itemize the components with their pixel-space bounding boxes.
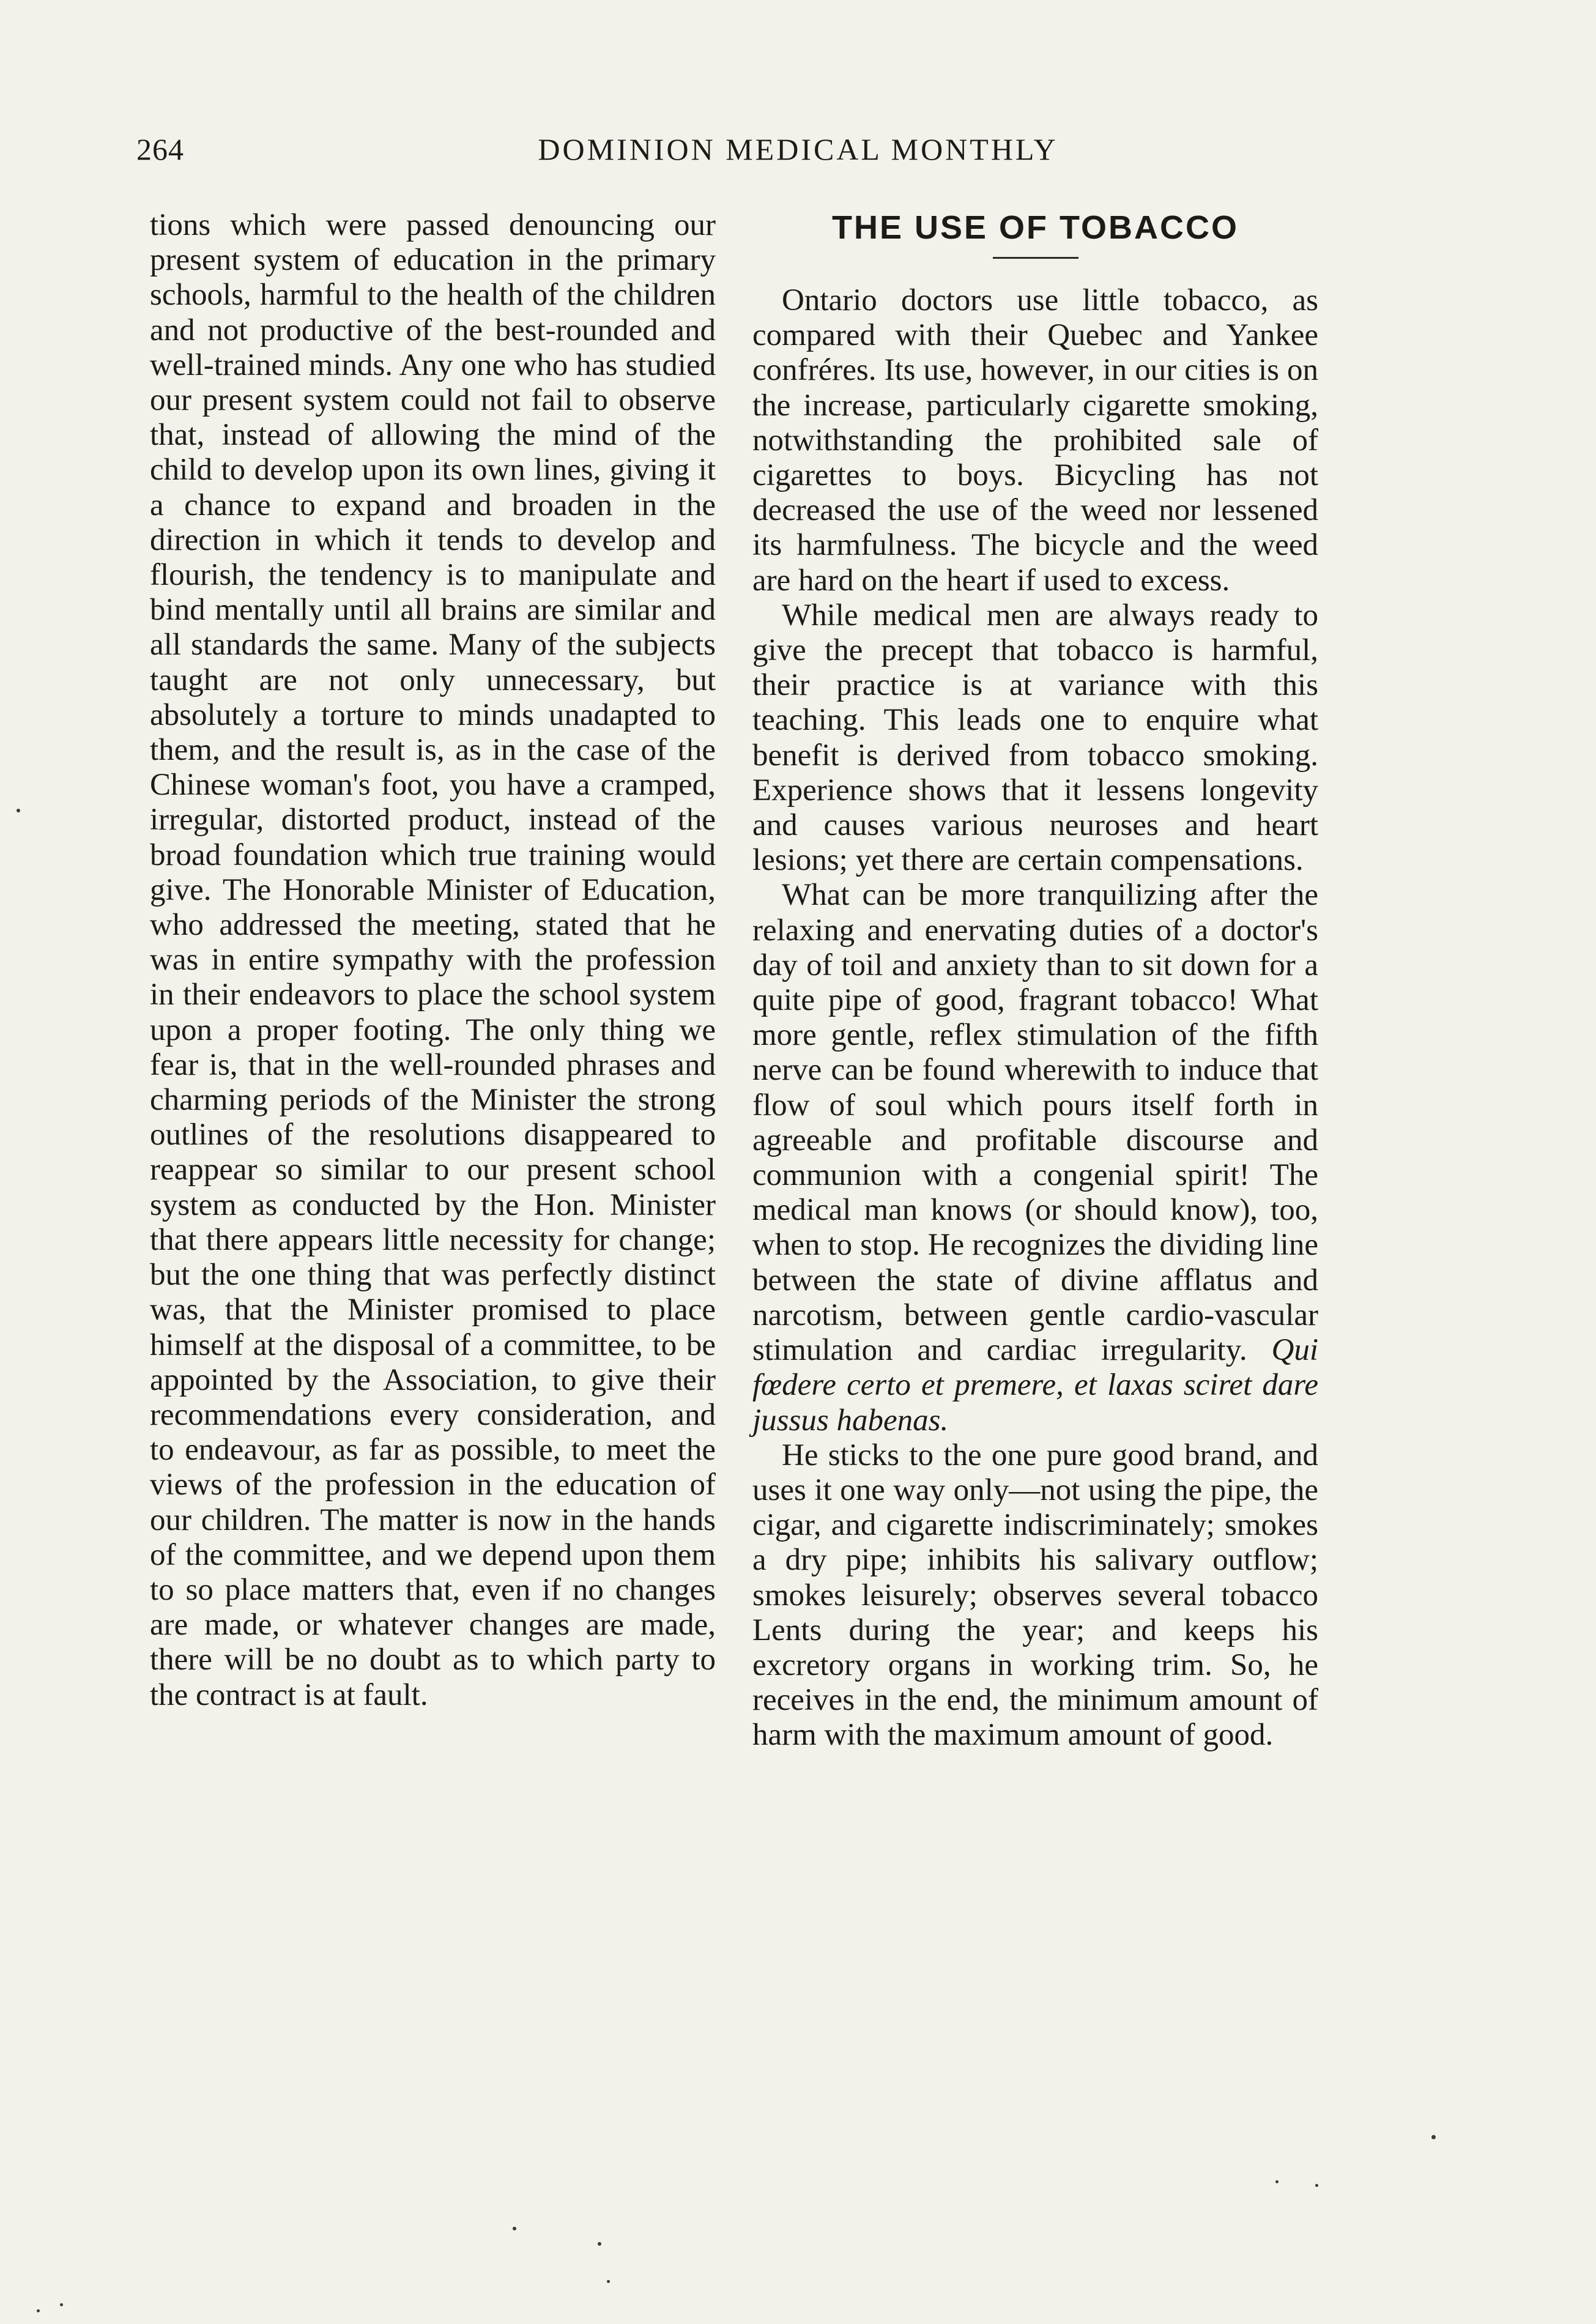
scan-speck — [1275, 2180, 1279, 2183]
right-paragraph-1: Ontario doctors use little tobacco, as compared with their Quebec and Yankee confréres. Its use, however, in our cities is on the increase, particularly cigarette smoking, notwithstanding the prohibited sale of cigarettes to boys. Bicycling has not decreased the use of the weed nor lessened its harmfulness. The bicycle and the weed are hard on the heart if used to excess. — [752, 283, 1318, 598]
scan-speck — [60, 2303, 63, 2306]
left-paragraph: tions which were passed denouncing our present system of education in the primary schools, harmful to the health of the children and not productive of the best-rounded and well-trained minds. Any one who has studied our present system could not fail to observe that, instead of allowing the mind of the child to develop upon its own lines, giving it a chance to expand and broaden in the direction in which it tends to develop and flourish, the tendency is to manipulate and bind mentally until all brains are similar and all standards the same. Many of the subjects taught are not only unnecessary, but absolutely a torture to minds unadapted to them, and the result is, as in the case of the Chinese woman's foot, you have a cramped, irregular, distorted product, instead of the broad foundation which true training would give. The Honorable Minister of Education, who addressed the meeting, stated that he was in entire sympathy with the profession in their endeavors to place the school system upon a proper footing. The only thing we fear is, that in the well-rounded phrases and charming periods of the Minister the strong outlines of the resolutions disappeared to reappear so similar to our present school system as conducted by the Hon. Minister that there appears little necessity for change; but the one thing that was perfectly distinct was, that the Minister promised to place himself at the disposal of a committee, to be appointed by the Association, to give their recommendations every consideration, and to endeavour, as far as possible, to meet the views of the profession in the education of our children. The matter is now in the hands of the committee, and we depend upon them to so place matters that, even if no changes are made, or whatever changes are made, there will be no doubt as to which party to the contract is at fault. — [150, 208, 716, 1712]
scan-speck — [1315, 2184, 1318, 2187]
right-column — [752, 208, 1318, 1753]
scan-speck — [1431, 2135, 1436, 2139]
scan-speck — [607, 2280, 610, 2283]
paragraph-3-text: What can be more tranquilizing after the relaxing and enervating duties of a doctor's day of toil and anxiety than to sit down for a quite pipe of good, fragrant tobacco! What more gentle, reflex stimulation of the fifth nerve can be found wherewith to induce that flow of soul which pours itself forth in agreeable and profitable discourse and communion with a congenial spirit! The medical man knows (or should know), too, when to stop. He recognizes the dividing line between the state of divine afflatus and narcotism, between gentle cardio-vascular stimulation and cardiac irregularity. — [752, 878, 1318, 1368]
scan-speck — [17, 809, 20, 812]
running-head: DOMINION MEDICAL MONTHLY — [538, 132, 1058, 166]
title-rule — [993, 257, 1078, 259]
scan-speck — [513, 2227, 516, 2230]
right-paragraph-4: He sticks to the one pure good brand, and uses it one way only—not using the pipe, the cigar, and cigarette indiscriminately; smokes a dry pipe; inhibits his salivary outflow; smokes leisurely; observes several tobacco Lents during the year; and keeps his excretory organs in working trim. So, he receives in the end, the minimum amount of harm with the maximum amount of good. — [752, 1438, 1318, 1753]
scan-speck — [37, 2309, 40, 2312]
page-number: 264 — [136, 132, 184, 166]
right-paragraph-3 — [752, 878, 1318, 1438]
latin-quote: Qui fœdere certo et premere, et laxas sciret dare jussus habenas. — [752, 1333, 1318, 1438]
left-column — [150, 208, 716, 1713]
scan-speck — [598, 2242, 601, 2246]
right-paragraph-2: While medical men are always ready to give the precept that tobacco is harmful, their practice is at variance with this teaching. This leads one to enquire what benefit is derived from tobacco smoking. Experience shows that it lessens longevity and causes various neuroses and heart lesions; yet there are certain compensations. — [752, 598, 1318, 878]
article-title: THE USE OF TOBACCO — [831, 209, 1239, 246]
